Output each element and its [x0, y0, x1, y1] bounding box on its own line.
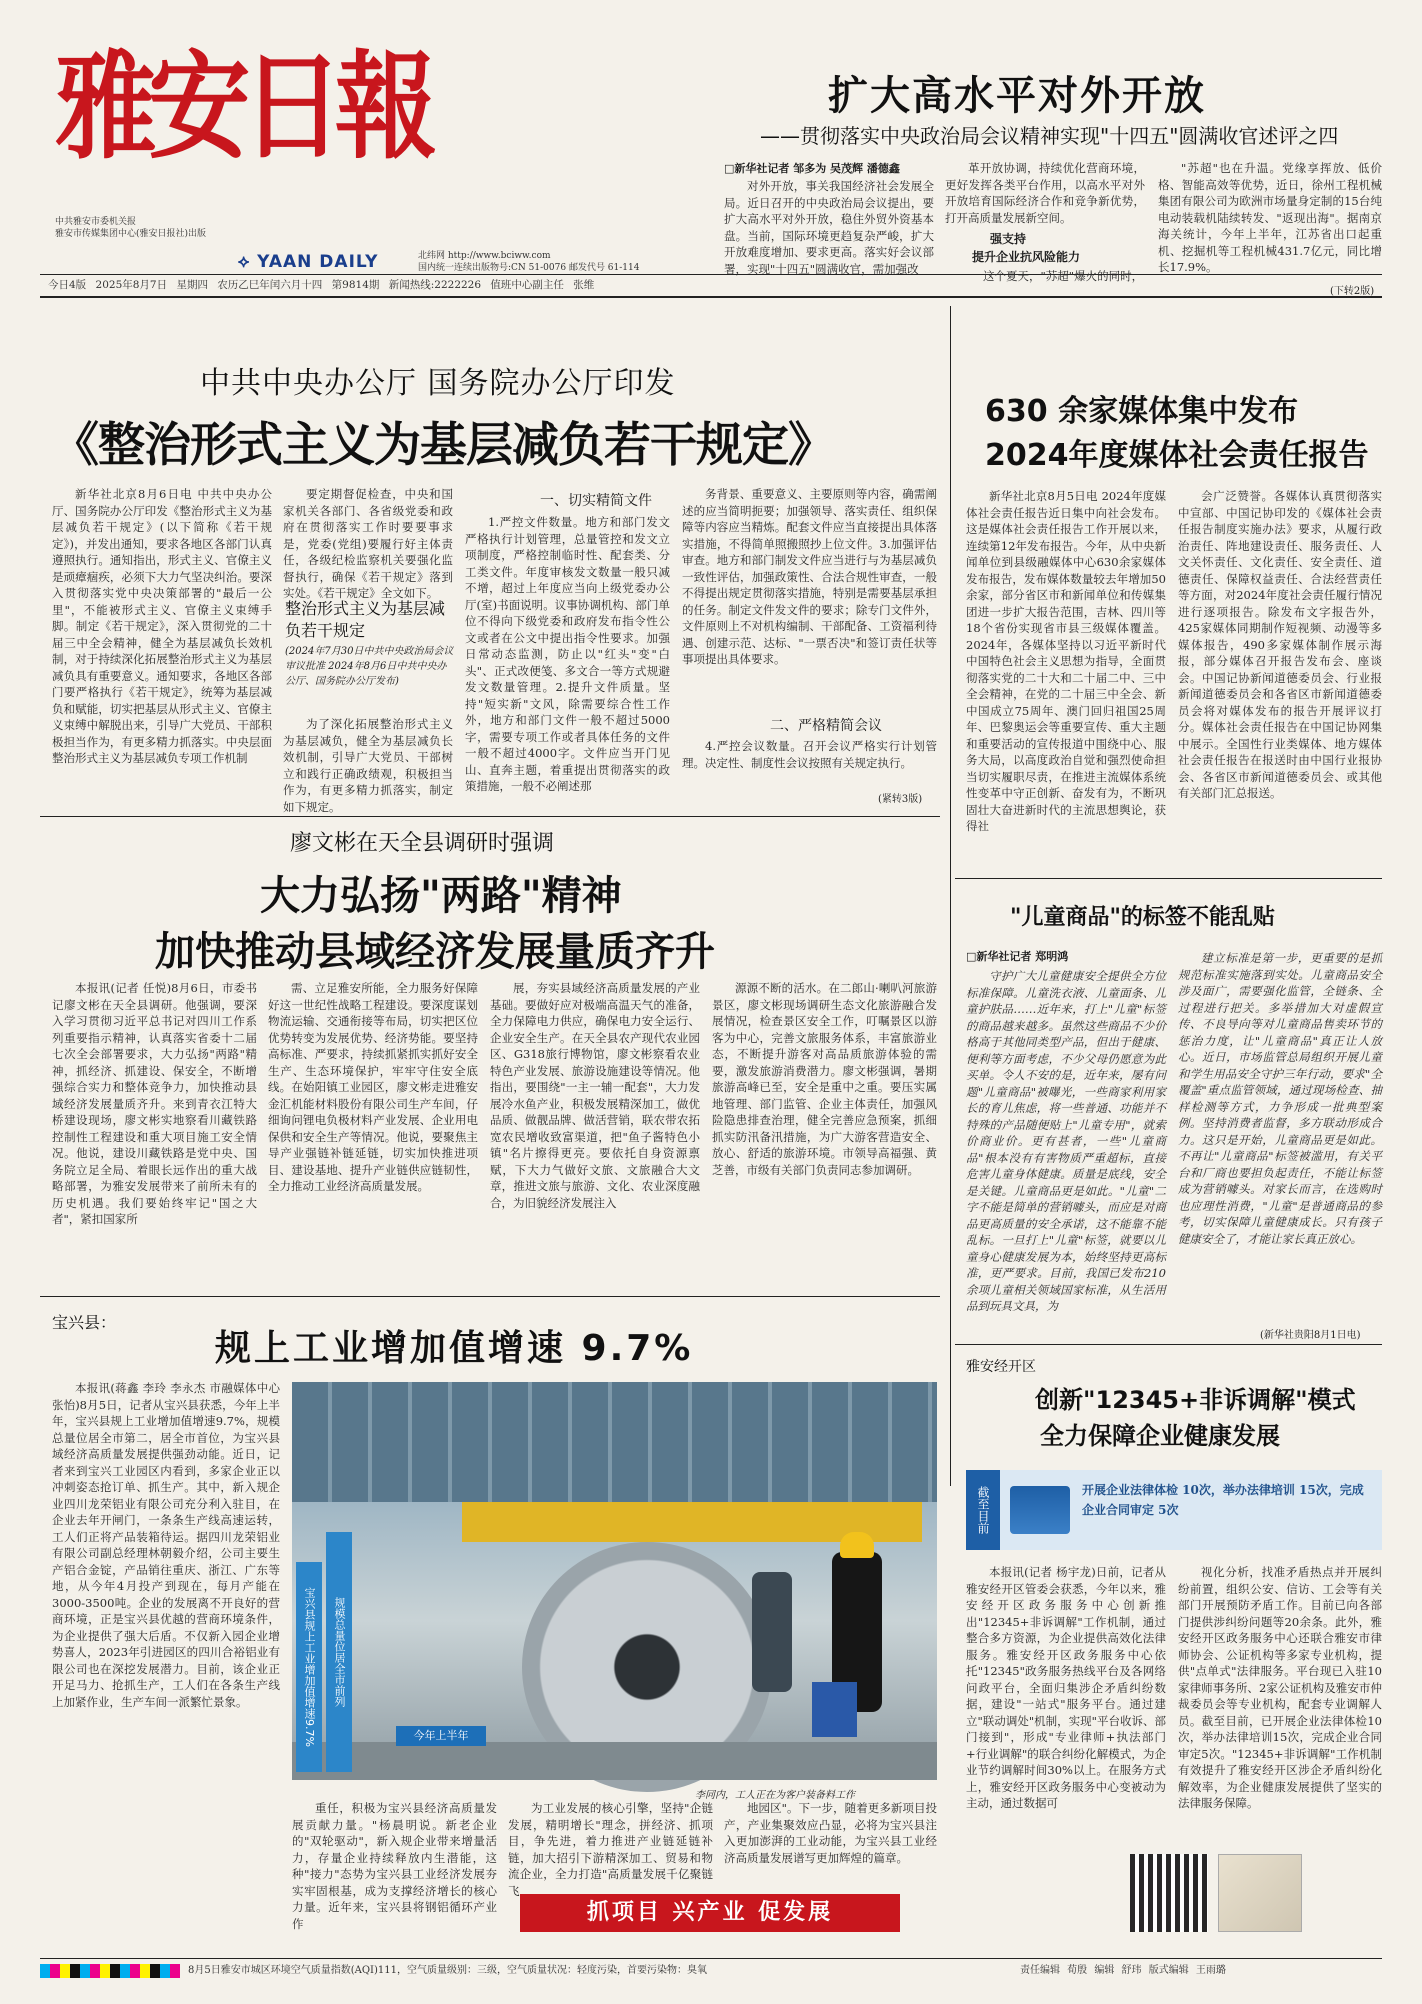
liao-col3: 展，夯实县域经济高质量发展的产业基础。要做好应对极端高温天气的准备，全力保障电力供应，确保电力安全运行、企业安全生产。在天全县农产现代农业园区、G318旅行博物馆，廖文彬察看农业特色产业发展、旅游设施建设等情况。他指出，要围绕"一主一辅一配套"，大力发展冷水鱼产业，积极发展精深加工，做优品质、做靓品牌、做活营销，联农带农拓宽农民增收致富渠道，把"鱼子酱特色小镇"名片擦得更亮。要依托自身资源禀赋，下大力气做好文旅、文旅融合大文章，推进文旅与旅游、文化、农业深度融合，为旧貌经济发展注入: [490, 981, 700, 1210]
kids-col1: 守护广大儿童健康安全提供全方位标准保障。儿童洗衣液、儿童面条、儿童护肤品……近年来，打上"儿童"标签的商品越来越多。虽然这些商品不少价格高于其他同类型产品，但出于健康、便利等方面考虑，不少父母仍愿意为此买单。令人不安的是，近年来，屡有问题"儿童商品"被曝光，一些商家利用家长的育儿焦虑，将一些普通、功能并不特殊的产品随便贴上"儿童专用"，就索价商业价。更有甚者，一些"儿童商品"根本没有有害物质严重超标，直接危害儿童身体健康。质量是底线，安全是关键。儿童商品更是如此。"儿童"二字不能是简单的营销噱头，而应是对商品更高质量的安全承诺，这不能靠不能乱标。一旦打上"儿童"标签，就要以儿童身心健康发展为本，始终坚持更高标准，更严要求。目前，我国已发布210余项儿童相关领域国家标准，从生活用品到玩具文具，为: [966, 969, 1166, 1313]
yaan-title1: 创新"12345+非诉调解"模式: [1035, 1386, 1356, 1414]
top-cont: (下转2版): [1330, 286, 1375, 297]
color-bar: [40, 1964, 180, 1978]
banner: 抓项目 兴产业 促发展: [520, 1894, 900, 1932]
masthead-en: ⟡ YAAN DAILY: [238, 252, 379, 272]
baoxing-col1: 本报讯(蒋鑫 李玲 李永杰 市融媒体中心 张怡)8月5日，记者从宝兴县获悉，今年上半年，宝兴县规上工业增加值增速9.7%，规模总量位居全市第二，居全市首位，为宝兴县域经济高质量发展提供强劲动能。近日，记者来到宝兴工业园区内看到，多家企业正以冲刺姿态抢订单、抓生产。其中，新入规企业四川龙荣铝业有限公司充分利入驻目，在企业去年开闸门，一条条生产线高速运转，工人们正将产品装箱待运。据四川龙荣铝业有限公司副总经理林朝毅介绍，公司主要生产铝合金锭，产品销往重庆、浙江、广东等地，从今年4月投产到现在，每月产能在3000-3500吨。企业的发展离不开良好的营商环境，正是宝兴县优越的营商环境条件，为企业提供了强大后盾。不仅新入园企业增势喜人，2023年引进园区的四川合裕铝业有限公司也在深挖发展潜力。目前，该企业正开足马力、抢抓生产，工人们在各条生产线上加紧作业，生产车间一派繁忙景象。: [52, 1381, 280, 1709]
kids-byline: □新华社记者 郑明鸿: [966, 950, 1069, 963]
masthead-logo: 雅安日報: [55, 39, 429, 175]
top-byline: □新华社记者 邹多为 吴茂辉 潘德鑫: [724, 162, 900, 175]
baoxing-col3: 为工业发展的核心引擎，坚持"企链发展，精明增长"理念，拼经济、抓项目，争先进，着力推进产业链延链补链，加大招引下游精深加工、贸易和物流企业，全力打造"高质量发展千亿聚链飞: [508, 1801, 713, 1898]
kids-cont: (新华社贵阳8月1日电): [1260, 1330, 1361, 1341]
media-col2: 会广泛赞誉。各媒体认真贯彻落实中宣部、中国记协印发的《媒体社会责任报告制度实施办法》要求，从履行政治责任、阵地建设责任、服务责任、人文关怀责任、文化责任、安全责任、道德责任、保障权益责任、合法经营责任等方面，对2024年度社会责任履行情况进行逐项报告。除发布文字报告外，425家媒体同期制作短视频、动漫等多媒体报告，490多家媒体制作展示海报，部分媒体召开报告发布会、座谈会。中国记协新闻道德委员会、行业报新闻道德委员会和各省区市新闻道德委员会将对媒体发布的报告开展评议打分。媒体社会责任报告在中国记协网集中展示。全国性行业类媒体、地方媒体社会责任报告在报送时由中国行业报协会、各省区市新闻道德委员会、或其他有关部门汇总报送。: [1178, 489, 1382, 800]
photo-caption-bar-2: 规模总量位居全市前列: [326, 1532, 352, 1772]
yaan-kicker: 雅安经开区: [966, 1359, 1036, 1375]
liao-col4: 源源不断的活水。在二郎山·喇叭河旅游景区，廖文彬现场调研生态文化旅游融合发展情况，检查景区安全工作，叮嘱景区以游客为中心，完善文旅服务体系，丰富旅游业态，不断提升游客对高品质旅游体验的需要，激发旅游消费潜力。廖文彬强调，暑期旅游高峰已至，安全是重中之重。要压实属地管理、部门监管、企业主体责任，加强风险隐患排查治理，健全完善应急预案，抓细抓实防汛备汛措施，为广大游客营造安全、放心、舒适的旅游环境。市领导高福强、黄芝善，市级有关部门负责同志参加调研。: [712, 981, 937, 1177]
lead-kicker: 中共中央办公厅 国务院办公厅印发: [200, 366, 676, 401]
footer-editors: 责任编辑 荀殷 编辑 舒玮 版式编辑 王雨璐: [1020, 1965, 1226, 1976]
yaan-title2: 全力保障企业健康发展: [1040, 1422, 1280, 1450]
media-title2: 2024年度媒体社会责任报告: [985, 438, 1369, 473]
box-tag: 截至目前: [966, 1470, 1000, 1550]
top-col3: "苏超"也在升温。党缘享挥放、低价格、智能高效等优势，近日，徐州工程机械集团有限公司为欧洲市场量身定制的15台纯电动装载机陆续转发、"返现出海"。据南京海关统计，今年上半年，江苏省出口起重机、挖掘机等工程机械431.7亿元，同比增长17.9%。: [1158, 161, 1382, 274]
baoxing-kicker: 宝兴县：: [52, 1313, 117, 1332]
photo-caption-bar: 宝兴县规上工业增加值增速9.7%: [296, 1562, 322, 1772]
top-title: 扩大高水平对外开放: [828, 73, 1206, 119]
top-col2b: 这个夏天，"苏超"爆火的同时，: [983, 269, 1144, 283]
lead-col2b: 为了深化拓展整治形式主义为基层减负，健全为基层减负长效机制，引导广大党员、干部树立和践行正确政绩观，积极担当作为，有更多精力抓落实，制定如下规定。: [283, 717, 453, 814]
lead-col4b: 4.严控会议数量。召开会议严格实行计划管理。决定性、制度性会议按照有关规定执行。: [682, 739, 937, 770]
lead-subtitle: 整治形式主义为基层减负若干规定: [285, 599, 446, 640]
factory-photo: [292, 1382, 937, 1780]
media-title1: 630 余家媒体集中发布: [985, 394, 1299, 429]
masthead-org: 中共雅安市委机关报 雅安市传媒集团中心(雅安日报社)出版: [55, 217, 207, 239]
photo-tag: 今年上半年: [396, 1726, 486, 1746]
liao-col1: 本报讯(记者 任悦)8月6日，市委书记廖文彬在天全县调研。他强调，要深入学习贯彻习近平总书记对四川工作系列重要指示精神，认真落实省委十二届七次全会部署要求，大力弘扬"两路"精神，抓经济、抓建设、保安全，不断增强综合实力和整体竞争力，加快推动县域经济发展量质齐升。来到青衣江特大桥建设现场，廖文彬实地察看川藏铁路控制性工程建设和重大项目施工安全情况。他说，建设川藏铁路是党中央、国务院立足全局、着眼长远作出的重大战略部署，为雅安发展带来了前所未有的历史机遇。我们要始终牢记"国之大者"，紧扣国家所: [52, 981, 257, 1226]
liao-col2: 需、立足雅安所能，全力服务好保障好这一世纪性战略工程建设。要深度谋划物流运输、交通衔接等布局，切实把区位优势转变为发展优势、经济势能。要坚持高标准、严要求，持续抓紧抓实抓好安全生产、生态环境保护，牢牢守住安全底线。在始阳镇工业园区，廖文彬走进雅安金汇机能材料股份有限公司生产车间，仔细询问锂电负极材料产业发展、企业用电保供和安全生产等情况。他说，要聚焦主导产业强链补链延链，切实加快推进项目、建设基地、提升产业链供应链韧性，全力推动工业经济高质量发展。: [268, 981, 478, 1193]
liao-title1: 大力弘扬"两路"精神: [260, 873, 622, 919]
top-col2: 革开放协调，持续优化营商环境，更好发挥各类平台作用，以高水平对外开放培育国际经济合作和竞争新优势，打开高质量发展新空间。: [945, 161, 1145, 225]
lead-cont: (紧转3版): [878, 794, 923, 805]
people-icon: [1010, 1486, 1070, 1534]
lead-col3: 1.严控文件数量。地方和部门发文严格执行计划管理，总量管控和发文立项制度，严格控制临时性、配套类、分工类文件。年度审核发文数量一般只减不增，超过上年度应当向上级党委办公厅(室)书面说明。议事协调机构、部门单位不得向下级党委和政府发布指令性公文或者在公文中提出指令性要求。加强日常动态监测，防止以"红头"变"白头"、正式改便笺、多文合一等方式规避发文数量管理。2.提升文件质量。坚持"短实新"文风，除需要综合性工作外，地方和部门文件一般不超过5000字，需要专项工作或者具体任务的文件一般不超过4000字。文件应当开门见山、直奔主题，着重提出贯彻落实的政策措施，一般不必阐述那: [465, 515, 670, 793]
liao-kicker: 廖文彬在天全县调研时强调: [290, 831, 555, 856]
top-sub2: 强支持: [990, 232, 1027, 246]
top-sub3: 提升企业抗风险能力: [972, 250, 1081, 264]
top-subtitle: ——贯彻落实中央政治局会议精神实现"十四五"圆满收官述评之四: [760, 124, 1339, 148]
yaan-col2: 视化分析，找准矛盾热点并开展纠纷前置，组织公安、信访、工会等有关部门开展预防矛盾工作。目前已向各部门提供涉纠纷问题等20余条。此外，雅安经开区政务服务中心还联合雅安市律师协会、公证机构等多家专业机构，提供"点单式"法律服务。平台现已入驻10家律师事务所、2家公证机构及雅安市仲裁委员会等专业机构，配套专业调解人员。截至目前，已开展企业法律体检10次，举办法律培训15次，完成企业合同审定5次。"12345+非诉调解"工作机制有效提升了雅安经开区涉企矛盾纠纷化解效率，为企业健康发展提供了坚实的法律服务保障。: [1178, 1565, 1382, 1810]
app-thumb: [1218, 1854, 1302, 1932]
lead-col1: 新华社北京8月6日电 中共中央办公厅、国务院办公厅印发《整治形式主义为基层减负若干规定》(以下简称《若干规定》)，并发出通知，要求各地区各部门认真遵照执行。通知指出，形式主义、官僚主义是顽瘴痼疾，必须下大力气坚决纠治。要深入贯彻落实党中央决策部署的"最后一公里"，不能被形式主义、官僚主义束缚手脚。制定《若干规定》，深入贯彻党的二十届三中全会精神，健全为基层减负长效机制，对于持续深化拓展整治形式主义为基层减负具有重要意义。通知要求，各地区各部门要严格执行《若干规定》，统筹为基层减负和赋能，切实把基层从形式主义、官僚主义束缚中解脱出来，引导广大党员、干部积极担当作为，有更多精力抓落实。中央层面整治形式主义为基层减负专项工作机制: [52, 487, 272, 765]
lead-col2a: 要定期督促检查，中央和国家机关各部门、各省级党委和政府在贯彻落实工作时要要事求是，党委(党组)要履行好主体责任，各级纪检监察机关要强化监督执行，确保《若干规定》落到实处。《若干规定》全文如下。: [283, 487, 453, 600]
baoxing-col4: 地园区"。下一步，随着更多新项目投产，产业集聚效应凸显，必将为宝兴县注入更加澎湃的工业动能，为宝兴县工业经济高质量发展谱写更加辉煌的篇章。: [724, 1801, 937, 1865]
kids-title: "儿童商品"的标签不能乱贴: [1010, 905, 1275, 930]
photo-credit: 李同内，工人正在为客户装备料工作: [695, 1790, 855, 1801]
yaan-col1: 本报讯(记者 杨宇龙)日前，记者从雅安经开区管委会获悉，今年以来，雅安经开区政务服务中心创新推出"12345+非诉调解"工作机制，通过整合多方资源，为企业提供高效化法律服务。雅安经开区政务服务中心依托"12345"政务服务热线平台及各网络问政平台，全面归集涉企矛盾纠纷数据，建设"一站式"服务平台。通过建立"联动调处"机制，实现"平台收诉、部门接到"，形成"专业律师+执法部门+行业调解"的联合纠纷化解模式，为企业节约调解时间30%以上。在服务方式上，雅安经开区政务服务中心变被动为主动，通过数据可: [966, 1565, 1166, 1810]
lead-col4: 务背景、重要意义、主要原则等内容，确需阐述的应当简明扼要；加强领导、落实责任、组织保障等内容应当精炼。配套文件应当直接提出具体落实措施，不得简单照搬照抄上位文件。3.加强评估审查。地方和部门制发文件应当进行与为基层减负一致性评估，加强政策性、合法合规性审查，一般不得提出规定贯彻落实措施，特别是需要基层承担的任务。制定文件发文件的要求；除专门文件外，文件原则上不对机构编制、干部配备、工资福利待遇、创建示范、达标、"一票否决"和签订责任状等事项提出具体要求。: [682, 487, 937, 666]
dateline: 今日4版 2025年8月7日 星期四 农历乙巳年闰六月十四 第9814期 新闻热线:2222226 值班中心副主任 张维: [48, 279, 595, 291]
masthead-info: 北纬网 http://www.bciww.com 国内统一连续出版物号:CN 51-0076 邮发代号 61-114: [418, 251, 640, 273]
kids-col2: 建立标准是第一步，更重要的是抓规范标准实施落到实处。儿童商品安全涉及面广，需要强化监管，全链条、全过程进行把关。多举措加大对虚假宣传、不良导向等对儿童商品售卖环节的惩治力度，让"儿童商品"真正让人放心。近日，市场监管总局组织开展儿童和学生用品安全守护三年行动，要求"全覆盖"重点监管领域，通过现场检查、抽样检测等方式，力争形成一批典型案例。坚持消费者监督，多方联动形成合力。这只是开始，儿童商品更是如此。不再让"儿童商品"标签被滥用，有关平台和厂商也要担负起责任，不能让标签成为营销噱头。对家长而言，在选购时也应理性消费，"儿童"是普通商品的参考，切实保障儿童健康成长。只有孩子健康安全了，才能让家长真正放心。: [1178, 951, 1382, 1246]
liao-title2: 加快推动县域经济发展量质齐升: [155, 929, 715, 975]
baoxing-col2: 重任，积极为宝兴县经济高质量发展贡献力量。"杨晨明说。新老企业的"双轮驱动"，新入规企业带来增量活力，存量企业持续释放内生潜能，这种"接力"态势为宝兴县工业经济发展夯实牢固根基，成为支撑经济增长的核心力量。近年来，宝兴县将钢铝循环产业作: [292, 1801, 497, 1931]
lead-subnote: (2024年7月30日中共中央政治局会议审议批准 2024年8月6日中共中央办公厅、国务院办公厅发布): [285, 646, 454, 687]
yaan-box: [966, 1470, 1382, 1550]
lead-h1: 一、切实精简文件: [540, 493, 652, 509]
top-col1: 对外开放，事关我国经济社会发展全局。近日召开的中央政治局会议提出，要扩大高水平对外开放，稳住外贸外资基本盘。当前，国际环境更趋复杂严峻，扩大开放难度增加、要求更高。落实好会议部署，实现"十四五"圆满收官，需加强改: [724, 179, 934, 276]
media-col1: 新华社北京8月5日电 2024年度媒体社会责任报告近日集中向社会发布。这是媒体社会责任报告工作开展以来，连续第12年发布报告。今年，从中央新闻单位到县级融媒体中心630余家媒体发布报告，发布媒体数量较去年增加50余家，部分省区市和新闻单位和传媒集团进一步扩大报告范围，吉林、四川等18个省份实现省市县三级媒体覆盖。2024年，各媒体坚持以习近平新时代中国特色社会主义思想为指导，全面贯彻落实党的二十大和二十届二中、三中全会精神，在党的二十届三中全会、新中国成立75周年、澳门回归祖国25周年、巴黎奥运会等重要宣传、重大主题和重要活动的宣传报道中围绕中心、服务大局，以高度政治自觉和强烈使命担当切实履职尽责，在推进主流媒体系统性变革中守正创新、奋发有为，不断巩固壮大奋进新时代的主流思想舆论，获得社: [966, 489, 1166, 833]
lead-h2: 二、严格精简会议: [770, 718, 882, 734]
lead-title: 《整治形式主义为基层减负若干规定》: [52, 418, 834, 473]
footer-aqi: 8月5日雅安市城区环境空气质量指数(AQI)111，空气质量级别：三级，空气质量状况：轻度污染，首要污染物：臭氧: [188, 1965, 707, 1976]
qr-code[interactable]: [1130, 1854, 1208, 1932]
baoxing-title: 规上工业增加值增速 9.7%: [215, 1328, 694, 1369]
box-line1: 开展企业法律体检 10次，举办法律培训 15次，完成企业合同审定 5次: [1082, 1483, 1364, 1517]
